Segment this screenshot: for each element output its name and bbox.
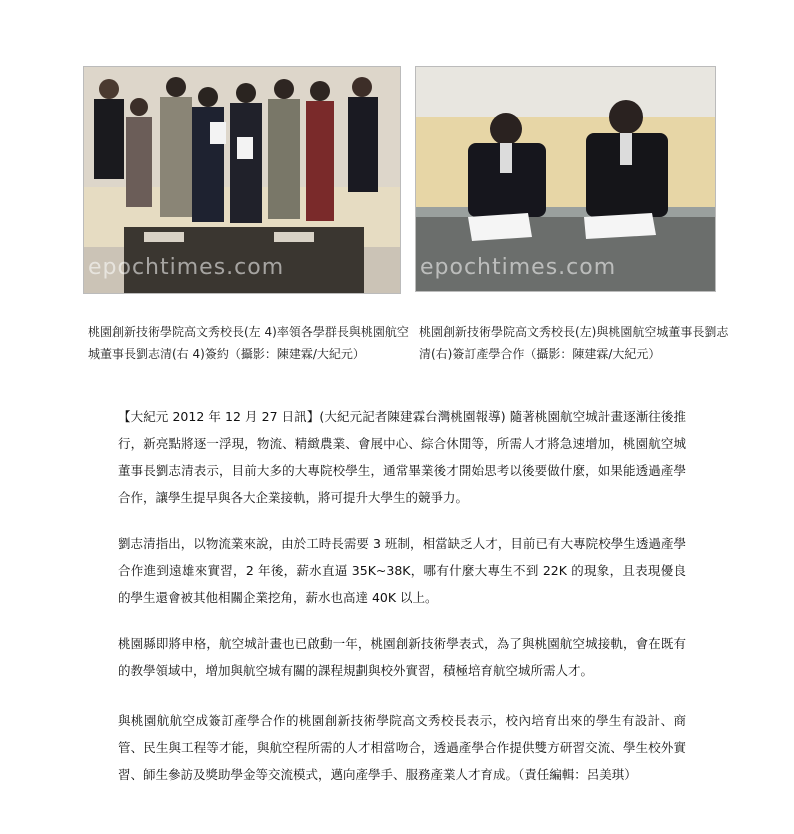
right-photo-caption: 桃園創新技術學院高文秀校長(左)與桃園航空城董事長劉志清(右)簽訂產學合作（攝影：陳建霖/大紀元） [419,325,729,361]
left-photo-watermark: epochtimes.com [88,255,285,280]
article-paragraph-4: 與桃園航航空成簽訂產學合作的桃園創新技術學院高文秀校長表示，校內培育出來的學生有設計、商管、民生與工程等才能，與航空程所需的人才相當吻合，透過產學合作提供雙方研習交流、學生校外實習、師生參訪及獎助學金等交流模式，邁向產學手、服務產業人才育成。（責任編輯：呂美琪） [118,713,686,782]
article-paragraph-3: 桃園縣即將申格，航空城計畫也已啟動一年，桃園創新技術學表式，為了與桃園航空城接軌，會在既有的教學領域中，增加與航空城有關的課程規劃與校外實習，積極培育航空城所需人才。 [118,636,686,678]
article-paragraph-2: 劉志清指出，以物流業來說，由於工時長需要 3 班制，相當缺乏人才，目前已有大專院校學生透過產學合作進到遠雄來實習，2 年後，薪水直逼 35K~38K，哪有什麼大專生不到 22K 的現象，且表現優良的學生還會被其他相關企業挖角，薪水也高達 40K 以上。 [118,536,686,605]
right-photo-watermark: epochtimes.com [420,255,617,280]
signing-photo [415,66,716,292]
group-photo [83,66,401,294]
left-photo-caption: 桃園創新技術學院高文秀校長(左 4)率領各學群長與桃園航空城董事長劉志清(右 4)簽約（攝影：陳建霖/大紀元） [88,325,409,361]
article-paragraph-1: 【大紀元 2012 年 12 月 27 日訊】(大紀元記者陳建霖台灣桃園報導) 隨著桃園航空城計畫逐漸往後推行，新亮點將逐一浮現，物流、精緻農業、會展中心、綜合休閒等，所需人才將急速增加，桃園航空城董事長劉志清表示，目前大多的大專院校學生，通常畢業後才開始思考以後要做什麼，如果能透過產學合作，讓學生提早與各大企業接軌，將可提升大學生的競爭力。 [118,409,686,505]
